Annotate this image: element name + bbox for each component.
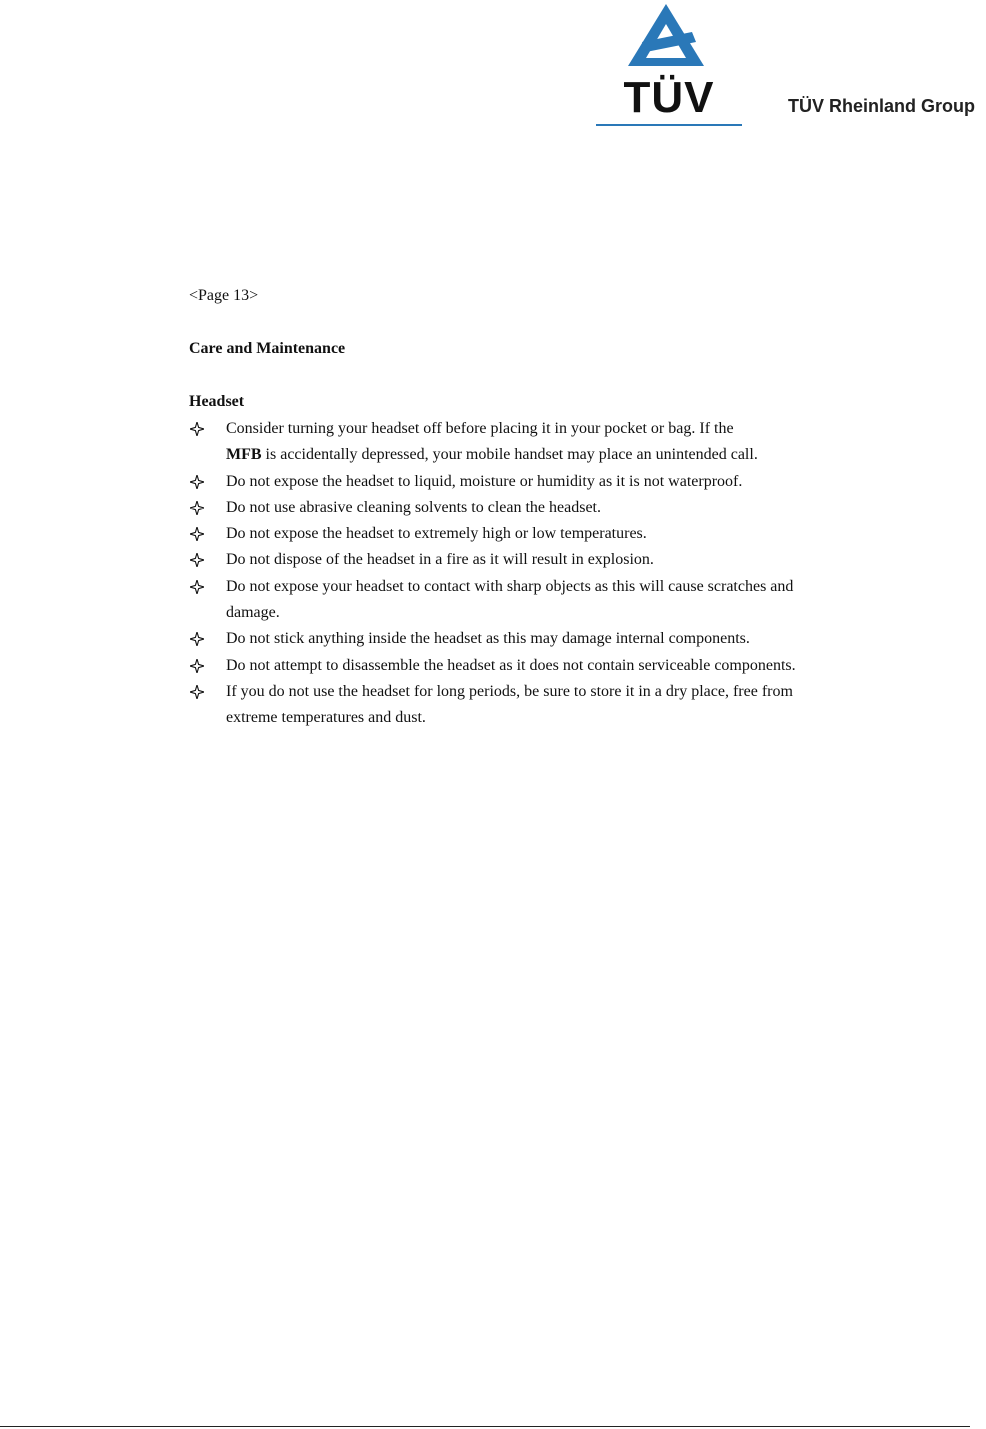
list-item <box>189 574 809 627</box>
item-text: Consider turning your headset off before placing it in your pocket or bag. If the <box>226 420 734 437</box>
four-point-star-outline-icon <box>190 416 206 442</box>
item-text: is accidentally depressed, your mobile handset may place an unintended call. <box>261 446 758 464</box>
tuv-triangle-icon <box>626 2 706 68</box>
list-item <box>189 626 809 652</box>
item-text: Do not use abrasive cleaning solvents to clean the headset. <box>226 498 601 516</box>
four-point-star-outline-icon <box>190 469 206 495</box>
list-item <box>189 416 809 469</box>
care-instructions-list <box>189 416 809 732</box>
item-bold-lead: MFB <box>226 446 262 464</box>
section-title: Care and Maintenance <box>189 340 346 357</box>
footer-rule <box>0 1426 970 1427</box>
list-item <box>189 521 809 547</box>
list-item <box>189 547 809 573</box>
item-text: Do not expose your headset to contact with sharp objects as this will cause scratches and damage. <box>226 577 794 622</box>
list-item <box>189 653 809 679</box>
four-point-star-outline-icon <box>190 653 206 679</box>
logo-underline <box>596 124 742 126</box>
item-text: Do not attempt to disassemble the headset as it does not contain serviceable components. <box>226 656 796 674</box>
item-text: Do not expose the headset to liquid, moisture or humidity as it is not waterproof. <box>226 472 743 490</box>
four-point-star-outline-icon <box>190 521 206 547</box>
list-item <box>189 469 809 495</box>
four-point-star-outline-icon <box>190 626 206 652</box>
list-item <box>189 495 809 521</box>
page-label: <Page 13> <box>189 287 259 304</box>
item-text: If you do not use the headset for long periods, be sure to store it in a dry place, free from extreme temperatures and dust. <box>226 682 793 727</box>
tuv-logo <box>596 0 742 128</box>
item-text: Do not dispose of the headset in a fire as it will result in explosion. <box>226 551 654 569</box>
four-point-star-outline-icon <box>190 679 206 705</box>
list-item <box>189 679 809 732</box>
item-text: Do not expose the headset to extremely high or low temperatures. <box>226 525 647 543</box>
group-name: TÜV Rheinland Group <box>788 96 975 116</box>
four-point-star-outline-icon <box>190 574 206 600</box>
four-point-star-outline-icon <box>190 547 206 573</box>
logo-wordmark: TÜV <box>623 73 715 122</box>
subsection-title: Headset <box>189 393 245 410</box>
item-text: Do not stick anything inside the headset as this may damage internal components. <box>226 630 750 648</box>
four-point-star-outline-icon <box>190 495 206 521</box>
